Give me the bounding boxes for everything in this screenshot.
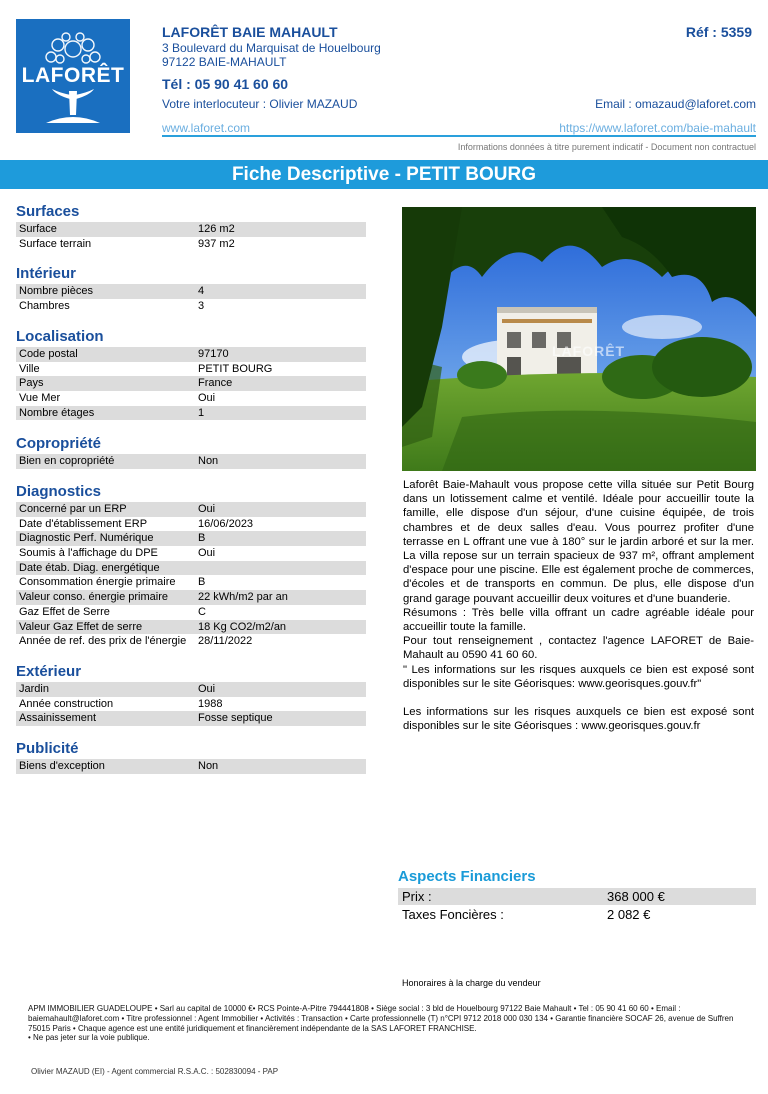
section-title: Intérieur [16, 265, 77, 282]
row-value: Fosse septique [198, 712, 273, 725]
row-label: Assainissement [19, 712, 97, 725]
section-interieur [16, 265, 366, 313]
section-title: Diagnostics [16, 483, 102, 500]
section-localisation [16, 328, 366, 420]
table-row [16, 299, 366, 314]
section-exterieur [16, 663, 366, 726]
row-value: PETIT BOURG [198, 362, 273, 375]
row-label: Nombre pièces [19, 285, 93, 297]
table-row [16, 517, 366, 532]
description-paragraph: Pour tout renseignement , contactez l'agence LAFORET de Baie-Mahault au 0590 41 60 60. [403, 635, 754, 662]
description-paragraph: Résumons : Très belle villa offrant un cadre agréable idéale pour accueillir toute la famille. [403, 606, 754, 634]
property-photo [402, 207, 756, 471]
legal-text: APM IMMOBILIER GUADELOUPE • Sarl au capital de 10000 €• RCS Pointe-A-Pitre 794441808 • Siège social : 3 bld de Houelbourg 97122 Baie Mahault • Tel : 05 90 41 60 60 • Email : baiemahault@laforet.com • Titre professionnel : Agent Immobilier • Activités : Transaction • Carte professionnelle (T) n°CPI 9712 2018 000 030 134 • Garantie financière SOCAF 26, avenue de Suffren 75015 Paris • Chaque agence est une entité juridiquement et financièrement indépendante de la SAS LAFORET FRANCHISE. [28, 1004, 734, 1033]
table-row [16, 406, 366, 421]
row-value: 3 [198, 299, 205, 312]
row-value: Non [198, 455, 219, 467]
table-row [16, 376, 366, 391]
section-copropriete [16, 435, 366, 469]
table-row [16, 454, 366, 469]
table-row [16, 237, 366, 252]
description-paragraph: Les informations sur les risques auxquels ce bien est exposé sont disponibles sur le site Géorisques : www.georisques.gouv.fr [403, 706, 754, 733]
table-row [16, 682, 366, 697]
row-label: Gaz Effet de Serre [19, 605, 110, 618]
row-label: Valeur Gaz Effet de serre [19, 620, 143, 633]
section-title: Extérieur [16, 663, 82, 680]
section-title: Localisation [16, 328, 104, 345]
row-value [196, 561, 198, 576]
row-value: 97170 [198, 348, 229, 360]
table-row [16, 575, 366, 590]
table-row [16, 362, 366, 377]
table-row [16, 561, 366, 576]
section-title: Publicité [16, 740, 79, 757]
row-value: Oui [198, 683, 216, 695]
table-row [16, 634, 366, 649]
table-row [16, 284, 366, 299]
table-row [16, 697, 366, 712]
section-title: Surfaces [16, 203, 80, 220]
villa-garden-image [402, 207, 756, 471]
row-value: 937 m2 [198, 237, 235, 250]
property-description [403, 478, 754, 733]
row-label: Bien en copropriété [19, 455, 115, 467]
table-row [16, 347, 366, 362]
logo-text: LAFORÊT [21, 64, 125, 87]
section-surfaces [16, 203, 366, 251]
row-value: Oui [198, 547, 216, 560]
description-paragraph: " Les informations sur les risques auxquels ce bien est exposé sont disponibles sur le site Géorisques: www.georisques.gouv.fr" [403, 663, 754, 690]
section-publicite [16, 740, 366, 774]
row-value: 18 Kg CO2/m2/an [198, 620, 287, 633]
row-label: Jardin [19, 683, 49, 695]
row-label: Nombre étages [19, 406, 95, 419]
row-value: 1 [198, 406, 205, 419]
reference-number: Réf : 5359 [685, 24, 752, 40]
table-row [16, 502, 366, 517]
row-value: Oui [198, 503, 216, 515]
row-label: Diagnostic Perf. Numérique [19, 532, 154, 545]
table-row [16, 605, 366, 620]
row-label: Valeur conso. énergie primaire [19, 591, 168, 604]
disclaimer: Informations données à titre purement indicatif - Document non contractuel [457, 142, 756, 152]
contact-person: Votre interlocuteur : Olivier MAZAUD [162, 97, 358, 111]
row-value: 22 kWh/m2 par an [198, 591, 288, 604]
address-line2: 97122 BAIE-MAHAULT [162, 55, 287, 69]
fees-note: Honoraires à la charge du vendeur [402, 978, 541, 988]
row-label: Consommation énergie primaire [19, 576, 176, 589]
row-value: 1988 [198, 697, 223, 710]
table-row [16, 391, 366, 406]
agent-info: Olivier MAZAUD (EI) - Agent commercial R.S.A.C. : 502830094 - PAP [31, 1067, 279, 1076]
row-value: C [198, 605, 206, 618]
row-label: Année de ref. des prix de l'énergie [19, 635, 187, 648]
row-label: Vue Mer [19, 392, 61, 405]
finance-title: Aspects Financiers [398, 868, 536, 885]
row-label: Ville [19, 362, 40, 375]
row-value: France [198, 377, 233, 390]
row-value: Oui [198, 392, 216, 405]
section-title: Copropriété [16, 435, 102, 452]
address-line1: 3 Boulevard du Marquisat de Houelbourg [162, 41, 381, 55]
agency-name: LAFORÊT BAIE MAHAULT [162, 24, 338, 40]
row-label: Date étab. Diag. energétique [19, 561, 160, 574]
row-value: B [198, 576, 206, 589]
table-row [16, 590, 366, 605]
tax-label: Taxes Foncières : [402, 907, 504, 922]
table-row [16, 620, 366, 635]
row-label: Date d'établissement ERP [19, 517, 148, 530]
row-label: Année construction [19, 697, 114, 710]
table-row [16, 222, 366, 237]
website-main-link[interactable]: www.laforet.com [162, 121, 251, 135]
row-value: 126 m2 [198, 223, 235, 235]
row-label: Chambres [19, 299, 70, 312]
tax-value: 2 082 € [607, 907, 651, 922]
section-diagnostics [16, 483, 366, 649]
price-row [398, 888, 756, 905]
table-row [16, 531, 366, 546]
legal-text-line2: • Ne pas jeter sur la voie publique. [28, 1033, 150, 1043]
row-label: Code postal [19, 348, 78, 360]
header-divider [162, 135, 756, 137]
row-value: 16/06/2023 [198, 517, 254, 530]
row-label: Surface terrain [19, 237, 92, 250]
price-value: 368 000 € [607, 889, 665, 904]
website-agency-link[interactable]: https://www.laforet.com/baie-mahault [559, 121, 756, 135]
price-label: Prix : [402, 889, 432, 904]
row-label: Pays [19, 377, 44, 390]
row-label: Soumis à l'affichage du DPE [19, 547, 158, 560]
table-row [16, 711, 366, 726]
row-label: Concerné par un ERP [19, 503, 127, 515]
description-paragraph: Laforêt Baie-Mahault vous propose cette villa située sur Petit Bourg dans un lotissement calme et ventilé. Idéale pour accueillir toute la famille, elle dispose d'un séjour, d'une cuisine équipée, de trois chambres et de deux salles d'eau. Vous pourrez profiter d'une terrasse en L offrant une vue à 180° sur le jardin arboré et sur la mer. La villa repose sur un terrain spacieux de 937 m², offrant amplement d'espace pour une piscine. Elle est également proche de commerces, d'écoles et de transports en commun. De plus, elle dispose d'un grand garage pouvant accueillir deux voitures et d'une buanderie. [403, 479, 754, 605]
row-value: Non [198, 760, 219, 772]
row-value: B [198, 532, 206, 545]
legal-notice [28, 1004, 756, 1043]
row-value: 4 [198, 285, 205, 297]
phone: Tél : 05 90 41 60 60 [162, 76, 289, 92]
row-label: Surface [19, 223, 57, 235]
row-value: 28/11/2022 [198, 635, 253, 648]
row-label: Biens d'exception [19, 760, 105, 772]
table-row [16, 759, 366, 774]
photo-watermark: LAFORÊT [552, 343, 626, 359]
page-title: Fiche Descriptive - PETIT BOURG [0, 160, 768, 189]
table-row [16, 546, 366, 561]
tax-row [398, 906, 756, 923]
laforet-logo [16, 19, 130, 133]
email[interactable]: Email : omazaud@laforet.com [595, 97, 756, 111]
